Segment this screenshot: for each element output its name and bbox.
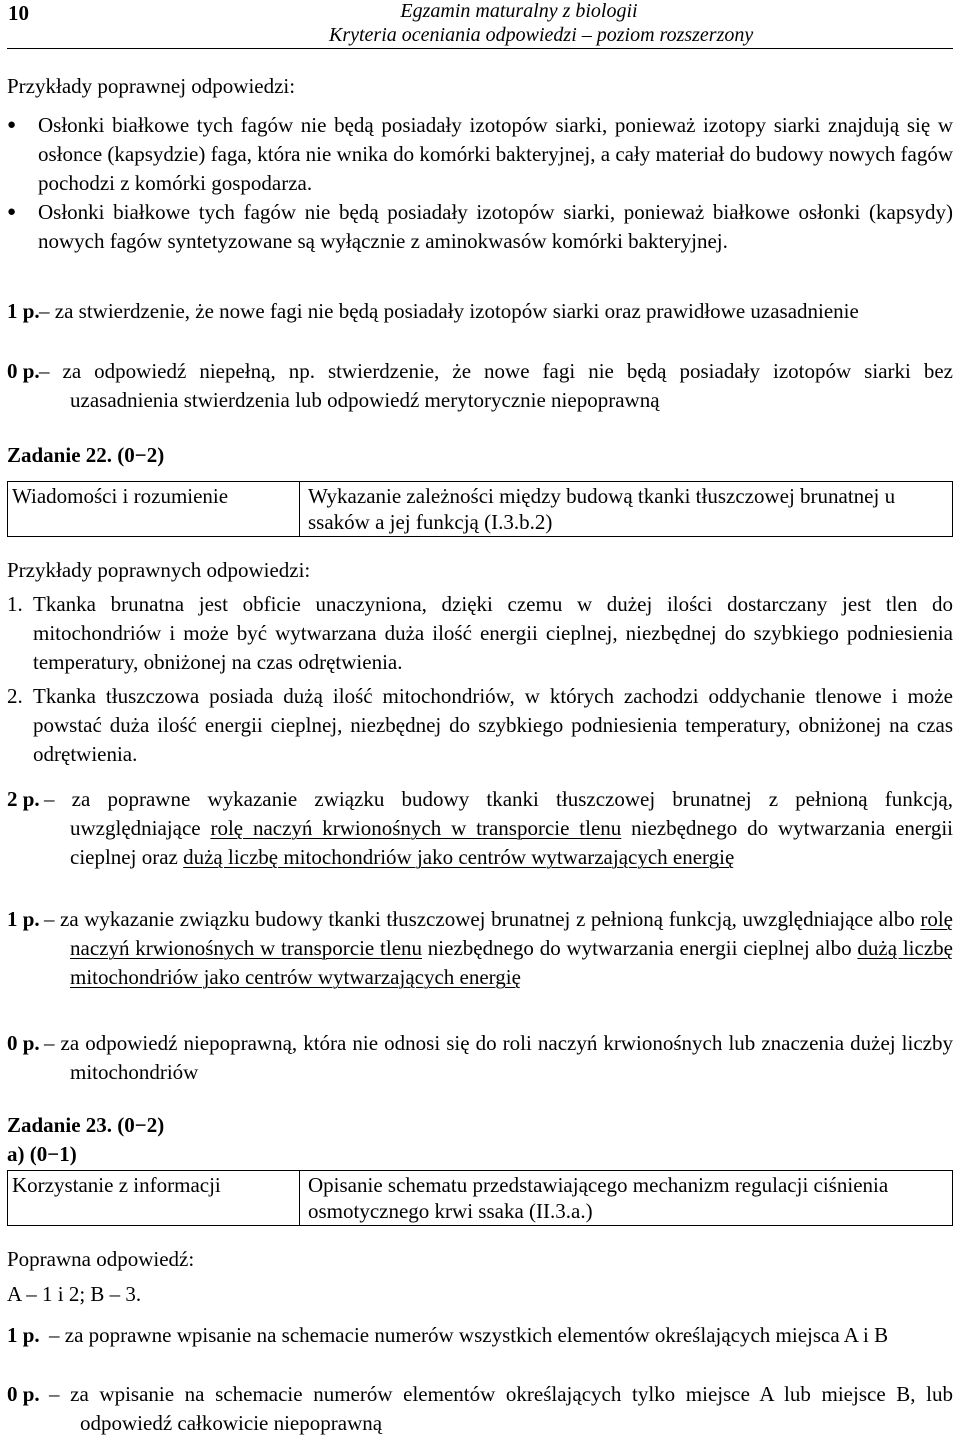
header-title-line1: Egzamin maturalny z biologii xyxy=(400,0,638,22)
task23-score-0 xyxy=(7,1380,953,1438)
list-item-number: 2. xyxy=(7,684,23,708)
score-text: – za stwierdzenie, że nowe fagi nie będą posiadały izotopów siarki oraz prawidłowe uzasadnienie xyxy=(39,299,859,323)
bullet-text: Osłonki białkowe tych fagów nie będą posiadały izotopów siarki, ponieważ izotopy siarki znajdują się w osłonce (kapsydzie) faga, która nie wnika do komórki bakteryjnej, a cały materiał do budowy nowych fagów pochodzi z komórki gospodarza. xyxy=(38,113,953,195)
task22-score-1 xyxy=(7,905,953,992)
score-label: 1 p. xyxy=(7,1323,40,1347)
score-label: 0 p. xyxy=(7,1031,40,1055)
bullet-text: Osłonki białkowe tych fagów nie będą posiadały izotopów siarki, ponieważ białkowe osłonki (kapsydy) nowych fagów syntetyzowane są wyłącznie z aminokwasów komórki bakteryjnej. xyxy=(38,200,953,253)
task22-score-0 xyxy=(7,1029,953,1087)
table-cell-skill: Wiadomości i rozumienie xyxy=(8,482,300,537)
task22-answer-list xyxy=(7,590,953,769)
task22-score-2 xyxy=(7,785,953,872)
score-label: 0 p. xyxy=(7,1382,40,1406)
score-text xyxy=(44,785,953,872)
page-number: 10 xyxy=(8,1,29,25)
task21-bullet-1 xyxy=(7,111,953,198)
task21-score-0 xyxy=(7,357,953,415)
task21-examples-heading: Przykłady poprawnej odpowiedzi: xyxy=(7,74,296,98)
score-text: – za poprawne wpisanie na schemacie numerów wszystkich elementów określających miejsca A i B xyxy=(49,1323,889,1347)
table-cell-requirement: Opisanie schematu przedstawiającego mechanizm regulacji ciśnienia osmotycznego krwi ssaka (II.3.a.) xyxy=(300,1171,953,1226)
header-title xyxy=(329,0,754,47)
score-label: 1 p. xyxy=(7,299,40,323)
bullet-icon: ● xyxy=(7,204,17,220)
task23-score-1 xyxy=(7,1321,953,1350)
list-item-number: 1. xyxy=(7,592,23,616)
page-header xyxy=(7,0,953,49)
score-label: 0 p. xyxy=(7,359,40,383)
score-text-part: niezbędnego do wytwarzania energii cieplnej oraz xyxy=(70,816,953,869)
table-cell-requirement: Wykazanie zależności między budową tkanki tłuszczowej brunatnej u ssaków a jej funkcją (I.3.b.2) xyxy=(300,482,953,537)
score-text xyxy=(44,905,953,992)
score-text-part: – za wykazanie związku budowy tkanki tłuszczowej brunatnej z pełnioną funkcją, uwzględniające albo xyxy=(44,907,921,931)
score-text-part: – za poprawne wykazanie związku budowy tkanki tłuszczowej brunatnej z pełnioną funkcją, uwzględniające xyxy=(44,787,953,840)
task22-title: Zadanie 22. (0−2) xyxy=(7,443,165,467)
underlined-phrase: rolę naczyń krwionośnych w transporcie tlenu xyxy=(70,907,953,960)
task22-requirements-table xyxy=(7,481,953,537)
underlined-phrase: rolę naczyń krwionośnych w transporcie tlenu xyxy=(210,816,622,840)
score-label: 1 p. xyxy=(7,907,40,931)
score-label: 2 p. xyxy=(7,787,40,811)
underlined-phrase: dużą liczbę mitochondriów jako centrów wytwarzających energię xyxy=(183,845,735,869)
table-cell-skill: Korzystanie z informacji xyxy=(8,1171,300,1226)
list-item-text: Tkanka brunatna jest obficie unaczyniona, dzięki czemu w dużej ilości dostarczany jest tlen do mitochondriów i może być wytwarzana duża ilość energii cieplnej, niezbędnej do szybkiego podniesienia temperatury, obniżonej na czas odrętwienia. xyxy=(33,592,953,674)
bullet-icon: ● xyxy=(7,117,17,133)
task21-bullet-2 xyxy=(7,198,953,256)
list-item xyxy=(7,590,953,677)
score-text: – za odpowiedź niepełną, np. stwierdzenie, że nowe fagi nie będą posiadały izotopów siarki bez uzasadnienia stwierdzenia lub odpowiedź merytorycznie niepoprawną xyxy=(39,359,953,412)
task21-score-1 xyxy=(7,297,953,326)
task23-subtitle: a) (0−1) xyxy=(7,1142,77,1166)
task23-answer: A – 1 i 2; B – 3. xyxy=(7,1282,142,1306)
task23-title: Zadanie 23. (0−2) xyxy=(7,1113,165,1137)
score-text: – za odpowiedź niepoprawną, która nie odnosi się do roli naczyń krwionośnych lub znaczenia dużej liczby mitochondriów xyxy=(44,1031,953,1084)
header-title-line2: Kryteria oceniania odpowiedzi – poziom rozszerzony xyxy=(329,24,754,46)
list-item-text: Tkanka tłuszczowa posiada dużą ilość mitochondriów, w których zachodzi oddychanie tlenowe i może powstać duża ilość energii cieplnej, niezbędnej do szybkiego podniesienia temperatury, obniżonej na czas odrętwienia. xyxy=(33,684,953,766)
underlined-phrase: dużą liczbę mitochondriów jako centrów wytwarzających energię xyxy=(70,936,953,989)
task23-requirements-table xyxy=(7,1170,953,1226)
score-text-part: niezbędnego do wytwarzania energii cieplnej albo xyxy=(422,936,858,960)
task23-answer-heading: Poprawna odpowiedź: xyxy=(7,1247,195,1271)
list-item xyxy=(7,682,953,769)
score-text: – za wpisanie na schemacie numerów elementów określających tylko miejsce A lub miejsce B, lub odpowiedź całkowicie niepoprawną xyxy=(49,1382,953,1435)
task22-examples-heading: Przykłady poprawnych odpowiedzi: xyxy=(7,558,311,582)
